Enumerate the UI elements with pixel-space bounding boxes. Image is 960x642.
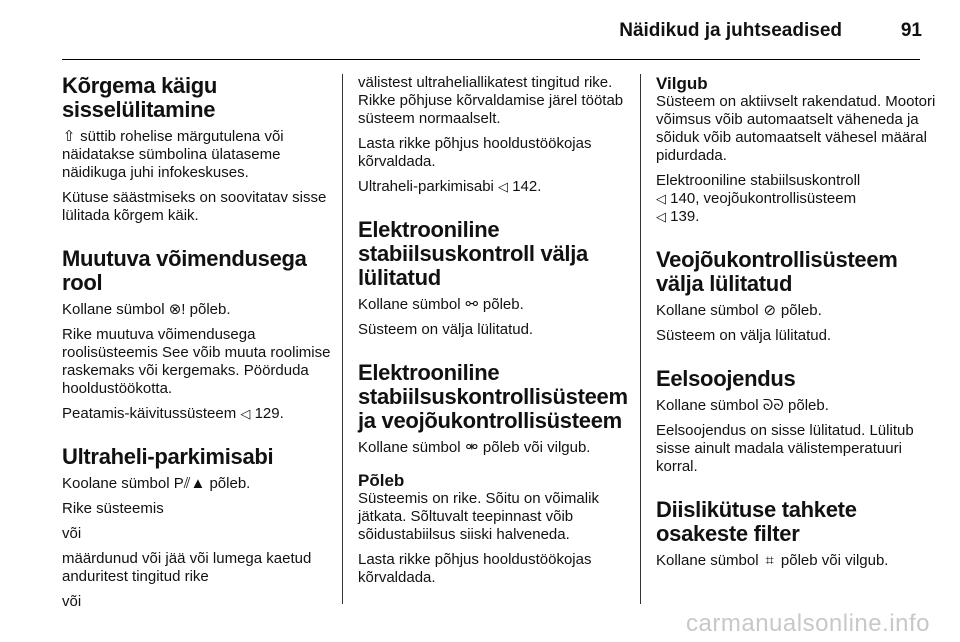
section-title-tc-off: Veojõukontrollisüsteem välja lülitatud — [656, 247, 898, 296]
header-divider — [62, 59, 920, 60]
paragraph: määrdunud või jää või lumega kaetud anduritest tingitud rike — [62, 550, 312, 585]
paragraph: välistest ultraheliallikatest tingitud rike. Rikke põhjuse kõrvaldamise järel töötab süsteem normaalselt. — [358, 74, 624, 127]
paragraph — [358, 296, 626, 314]
paragraph-text: Kollane sümbol — [656, 397, 763, 414]
column-3 — [656, 74, 946, 577]
column-divider-2 — [640, 74, 641, 604]
paragraph — [656, 302, 946, 320]
page-reference: 140, veojõukontrollisüsteem — [666, 190, 857, 207]
page-reference: 129. — [250, 405, 284, 422]
paragraph: Süsteem on välja lülitatud. — [656, 327, 832, 344]
section-title-esc-tc: Elektrooniline stabiilsuskontrollisüsteem ja veojõukontrollisüsteem — [358, 360, 628, 433]
paragraph-text: Peatamis-käivitussüsteem — [62, 405, 241, 422]
paragraph-text: põleb. — [776, 302, 822, 319]
subsection-title-lit: Põleb — [358, 471, 405, 490]
paragraph-text: Elektrooniline stabiilsuskontroll — [656, 172, 861, 189]
glow-plug-icon: ᘐᘐ — [762, 397, 784, 414]
paragraph: või — [62, 525, 82, 542]
paragraph-text: põleb või vilgub. — [478, 439, 591, 456]
upshift-icon: ⇧ — [62, 128, 76, 145]
paragraph — [358, 178, 626, 196]
column-1 — [62, 74, 332, 618]
paragraph — [656, 172, 946, 226]
paragraph-text: Ultraheli-parkimisabi — [358, 178, 499, 195]
paragraph — [656, 397, 946, 415]
paragraph-text: põleb või vilgub. — [776, 552, 889, 569]
page-reference-arrow-icon: ◁ — [656, 191, 666, 206]
section-title-esc-off: Elektrooniline stabiilsuskontroll välja lülitatud — [358, 217, 588, 290]
page-number: 91 — [900, 20, 922, 41]
paragraph — [62, 405, 332, 423]
tc-off-icon: ⊘ — [763, 302, 777, 319]
esc-tc-icon: ⚮ — [465, 439, 479, 456]
section-title-preheating: Eelsoojendus — [656, 366, 796, 391]
paragraph-text: Kollane sümbol — [656, 302, 763, 319]
paragraph-text: Kollane sümbol — [358, 296, 465, 313]
page-header — [0, 0, 960, 60]
paragraph: Lasta rikke põhjus hooldustöökojas kõrvaldada. — [358, 135, 592, 170]
paragraph-text: Kollane sümbol — [358, 439, 465, 456]
paragraph — [656, 552, 946, 570]
paragraph — [358, 439, 626, 457]
section-title-parking-assist: Ultraheli-parkimisabi — [62, 444, 274, 469]
paragraph: Süsteem on välja lülitatud. — [358, 321, 534, 338]
section-title-power-steering: Muutuva võimendusega rool — [62, 246, 307, 295]
paragraph-text: Koolane sümbol — [62, 475, 174, 492]
paragraph: Kütuse säästmiseks on soovitatav sisse lülitada kõrgem käik. — [62, 189, 327, 224]
parking-assist-icon: P⫽▲ — [173, 475, 206, 492]
page-reference: 142. — [508, 178, 542, 195]
paragraph: Eelsoojendus on sisse lülitatud. Lülitub sisse ainult madala välistemperatuuri korral. — [656, 422, 914, 475]
paragraph: Rike süsteemis — [62, 500, 164, 517]
paragraph — [62, 301, 332, 319]
page-reference-arrow-icon: ◁ — [656, 209, 666, 224]
paragraph-text: Kollane sümbol — [656, 552, 763, 569]
paragraph-text: Kollane sümbol — [62, 301, 169, 318]
page-title: Näidikud ja juhtseadised — [619, 20, 842, 41]
paragraph — [62, 475, 332, 493]
paragraph: Süsteemis on rike. Sõitu on võimalik jätkata. Sõltuvalt teepinnast võib sõidustabiilsus siiski halveneda. — [358, 490, 599, 543]
paragraph: Lasta rikke põhjus hooldustöökojas kõrvaldada. — [358, 551, 592, 586]
paragraph: Rike muutuva võimendusega roolisüsteemis See võib muuta roolimise raskemaks või kergemaks. Pöörduda hooldustöökotta. — [62, 326, 331, 397]
page-reference: 139. — [666, 208, 700, 225]
esc-off-icon: ⚯ — [465, 296, 479, 313]
page-reference-arrow-icon: ◁ — [240, 406, 251, 421]
paragraph-text: põleb. — [205, 475, 251, 492]
diesel-particle-filter-icon: ⌗ — [765, 552, 774, 569]
paragraph: või — [62, 593, 82, 610]
power-steering-warning-icon: ⊗! — [168, 301, 186, 318]
section-title-diesel-filter: Diislikütuse tahkete osakeste filter — [656, 497, 857, 546]
watermark: carmanualsonline.info — [686, 610, 930, 637]
page-reference-arrow-icon: ◁ — [498, 179, 509, 194]
paragraph-text: põleb. — [478, 296, 524, 313]
section-title-upshift: Kõrgema käigu sisselülitamine — [62, 73, 218, 122]
paragraph-text: põleb. — [783, 397, 829, 414]
paragraph-text: süttib rohelise märgutulena või näidatakse sümbolina ülataseme näidikuga juhi infokeskuses. — [62, 128, 284, 181]
paragraph-text: põleb. — [185, 301, 231, 318]
paragraph: Süsteem on aktiivselt rakendatud. Mootori võimsus võib automaatselt väheneda ja sõiduk võib automaatselt vähesel määral pidurdada. — [656, 93, 936, 164]
subsection-title-flashing: Vilgub — [656, 74, 708, 93]
column-divider-1 — [342, 74, 343, 604]
paragraph — [62, 128, 332, 182]
column-2 — [358, 74, 626, 594]
